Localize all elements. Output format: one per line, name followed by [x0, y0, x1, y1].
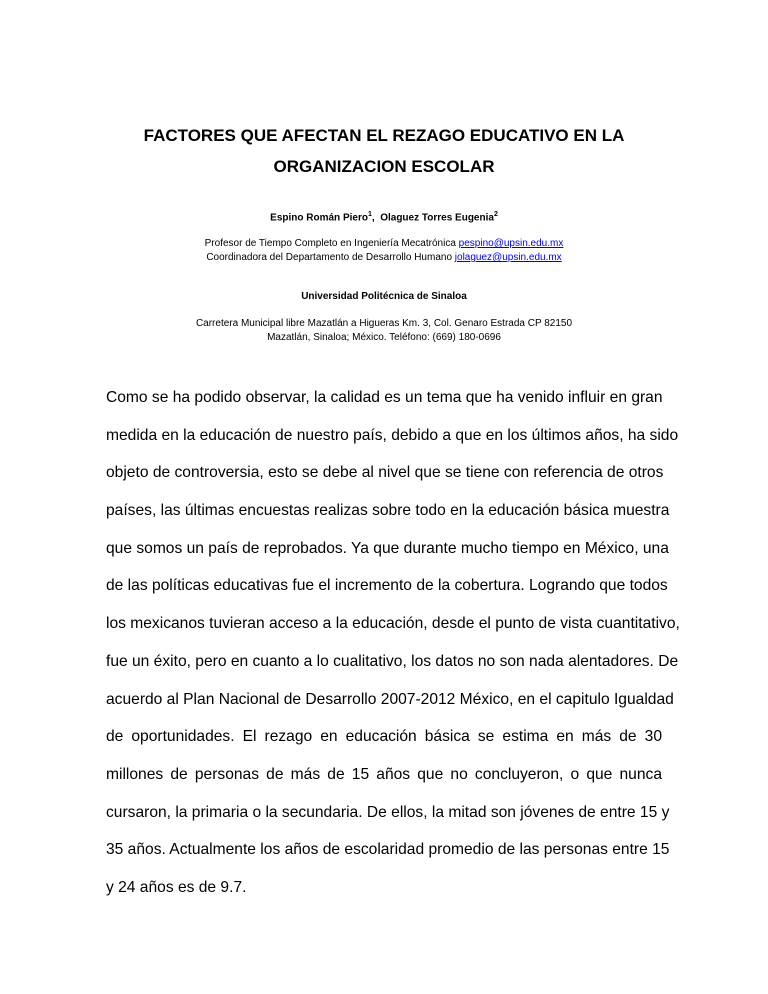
affiliation-1-text: Profesor de Tiempo Completo en Ingeniería Mecatrónica [204, 238, 459, 249]
email-link-1[interactable]: pespino@upsin.edu.mx [458, 238, 564, 249]
body-line: cursaron, la primaria o la secundaria. De ellos, la mitad son jóvenes de entre 15 y [106, 803, 670, 821]
body-line: Como se ha podido observar, la calidad es un tema que ha venido influir en gran [106, 389, 663, 406]
body-line: de oportunidades. El rezago en educación básica se estima en más de 30 [106, 728, 662, 746]
author-1-note: 1 [367, 211, 372, 218]
author-1: Espino Román Piero [270, 212, 368, 224]
body-line: países, las últimas encuestas realizas sobre todo en la educación básica muestra [106, 502, 670, 520]
body-line: acuerdo al Plan Nacional de Desarrollo 2007-2012 México, en el capitulo Igualdad [106, 690, 674, 708]
university: Universidad Politécnica de Sinaloa [301, 291, 467, 302]
body-line: y 24 años es de 9.7. [106, 878, 247, 896]
email-link-2[interactable]: jolaguez@upsin.edu.mx [454, 252, 562, 263]
body-line: millones de personas de más de 15 años que no concluyeron, o que nunca [106, 765, 662, 783]
body-line: objeto de controversia, esto se debe al nivel que se tiene con referencia de otros [106, 464, 664, 482]
title-line-1: FACTORES QUE AFECTAN EL REZAGO EDUCATIVO EN LA [143, 126, 625, 145]
body-line: los mexicanos tuvieran acceso a la educación, desde el punto de vista cuantitativo, [106, 615, 680, 633]
body-paragraph [106, 383, 680, 911]
affiliation-1 [0, 238, 768, 249]
affiliation-2-text: Coordinadora del Departamento de Desarrollo Humano [206, 252, 455, 263]
body-line: de las políticas educativas fue el incremento de la cobertura. Logrando que todos [106, 577, 668, 595]
author-2-note: 2 [493, 211, 498, 218]
body-line: 35 años. Actualmente los años de escolaridad promedio de las personas entre 15 [106, 841, 670, 859]
address-line-2: Mazatlán, Sinaloa; México. Teléfono: (669) 180-0696 [267, 332, 501, 343]
address-line-1: Carretera Municipal libre Mazatlán a Higueras Km. 3, Col. Genaro Estrada CP 82150 [195, 318, 573, 329]
author-2: Olaguez Torres Eugenia [380, 212, 494, 224]
title-line-2: ORGANIZACION ESCOLAR [273, 157, 495, 176]
body-line: fue un éxito, pero en cuanto a lo cualitativo, los datos no son nada alentadores. De [106, 652, 679, 670]
affiliation-2 [0, 252, 768, 263]
body-line: medida en la educación de nuestro país, debido a que en los últimos años, ha sido [106, 426, 679, 444]
authors [0, 211, 768, 223]
body-line: que somos un país de reprobados. Ya que durante mucho tiempo en México, una [106, 539, 669, 557]
author-separator: , [371, 212, 381, 224]
